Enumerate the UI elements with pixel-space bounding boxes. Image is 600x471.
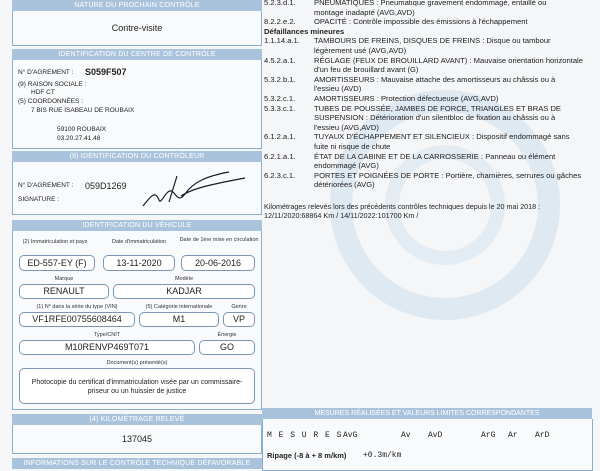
nature-value: Contre-visite bbox=[111, 23, 163, 33]
defect-text: RÉGLAGE (FEUX DE BROUILLARD AVANT) : Mauvaise orientation horizontale bbox=[314, 55, 583, 65]
immat-field: ED-557-EY (F) bbox=[19, 255, 95, 271]
type-label: Type/CNIT bbox=[93, 332, 121, 338]
defect-line bbox=[264, 8, 415, 18]
defect-text: fuite ni risque de chute bbox=[314, 142, 391, 151]
km-history-values: 12/11/2020:68864 Km / 14/11/2022:101700 Km / bbox=[264, 211, 419, 220]
defect-line bbox=[264, 84, 361, 94]
signature-image bbox=[133, 166, 253, 212]
defect-line bbox=[264, 180, 375, 190]
col-avd: AvD bbox=[428, 431, 443, 440]
ripage-value: +0.3m/km bbox=[363, 451, 402, 460]
defect-text: SUSPENSION : Détérioration d'un silentbloc de fixation au châssis ou à bbox=[314, 113, 556, 123]
defect-line bbox=[264, 161, 379, 171]
controleur-box bbox=[12, 162, 262, 215]
phone-number: 03.20.27.41.48 bbox=[57, 135, 101, 142]
defect-code: 5.3.2.b.1. bbox=[264, 74, 296, 84]
km-history-note: Kilométrages relevés lors des précédents contrôles techniques depuis le 20 mai 2018 : bbox=[264, 202, 541, 211]
defect-text: détériorées (AVG) bbox=[314, 180, 375, 190]
nature-box bbox=[12, 11, 262, 46]
defect-line bbox=[264, 36, 551, 46]
raison-sociale-value: HDF CT bbox=[31, 89, 55, 96]
defect-line bbox=[264, 132, 570, 142]
defect-text: Défaillances mineures bbox=[264, 26, 345, 36]
centre-header: IDENTIFICATION DU CENTRE DE CONTRÔLE bbox=[12, 49, 262, 60]
defect-code: 8.2.2.e.2. bbox=[264, 17, 296, 27]
defect-text: d'un feu de brouillard avant (G) bbox=[314, 65, 419, 75]
km-box bbox=[12, 425, 262, 454]
categorie-label: (5) Catégorie internationale bbox=[145, 304, 213, 310]
col-arg: ArG bbox=[481, 431, 496, 440]
defect-code: 5.3.3.c.1. bbox=[264, 103, 296, 113]
defect-text: ÉTAT DE LA CABINE ET DE LA CARROSSERIE : Panneau ou élément bbox=[314, 151, 556, 161]
immat-label: (2) Immatriculation et pays bbox=[22, 239, 88, 245]
defect-text: TUYAUX D'ÉCHAPPEMENT ET SILENCIEUX : Dispositif endommagé sans bbox=[314, 132, 570, 142]
mesures-label: M E S U R E S bbox=[267, 431, 343, 440]
vehicule-box bbox=[12, 231, 262, 410]
marque-label: Marque bbox=[54, 276, 74, 282]
defect-text: OPACITÉ : Contrôle impossible des émissions à l'échappement bbox=[314, 17, 528, 27]
defect-text: PNEUMATIQUES : Pneumatique gravement endommagé, entaillé ou bbox=[314, 0, 547, 7]
defect-text: TAMBOURS DE FREINS, DISQUES DE FREINS : Disque ou tambour bbox=[314, 36, 551, 46]
defect-code: 6.1.2.a.1. bbox=[264, 132, 296, 142]
centre-agrement-label: N° D'AGREMENT : bbox=[18, 69, 74, 76]
coordonnees-label: (5) COORDONNÉES : bbox=[18, 98, 84, 105]
defect-line bbox=[264, 152, 555, 162]
defect-line bbox=[264, 56, 583, 66]
defect-text: l'essieu (AVG,AVD) bbox=[314, 122, 379, 132]
modele-field: KADJAR bbox=[113, 284, 255, 299]
col-ard: ArD bbox=[535, 431, 550, 440]
controleur-header: (9) IDENTIFICATION DU CONTRÔLEUR bbox=[12, 151, 262, 162]
defect-code: 5.3.2.c.1. bbox=[264, 94, 296, 103]
vin-field: VF1RFE00755608464 bbox=[19, 312, 135, 327]
defect-line bbox=[264, 171, 581, 181]
ripage-label: Ripage (-8 à + 8 m/km) bbox=[267, 451, 347, 460]
defect-code: 5.2.3.d.1. bbox=[264, 0, 296, 7]
defect-line bbox=[264, 17, 528, 27]
defect-line bbox=[264, 94, 498, 104]
vehicule-header: IDENTIFICATION DU VÉHICULE bbox=[12, 220, 262, 231]
type-field: M10RENVP469T071 bbox=[19, 340, 195, 355]
marque-field: RENAULT bbox=[19, 284, 109, 299]
defect-code: 1.1.14.a.1. bbox=[264, 36, 300, 46]
defect-text: endommagé (AVG) bbox=[314, 161, 379, 171]
centre-agrement-value: S059F507 bbox=[85, 67, 127, 77]
defect-line bbox=[264, 113, 555, 123]
defect-text: légèrement usé (AVG,AVD) bbox=[314, 46, 407, 55]
defect-text: montage inadapté (AVG,AVD) bbox=[314, 7, 415, 17]
defect-text: l'essieu (AVD) bbox=[314, 84, 362, 94]
genre-label: Genre bbox=[231, 304, 247, 310]
defect-line bbox=[264, 142, 390, 152]
defect-line bbox=[264, 75, 555, 85]
documents-field: Photocopie du certificat d'immatriculation visée par un commissaire-priseur ou un huissier de justice bbox=[19, 368, 255, 404]
defect-text: AMORTISSEURS : Mauvaise attache des amortisseurs au châssis ou à bbox=[314, 74, 556, 84]
col-ar: Ar bbox=[508, 431, 518, 440]
defect-line bbox=[264, 46, 406, 56]
date-immat-label: Date d'immatriculation bbox=[111, 239, 167, 245]
km-header: (4) KILOMÉTRAGE RELEVÉ bbox=[12, 414, 262, 425]
date-immat-field: 13-11-2020 bbox=[103, 255, 175, 271]
signature-label: SIGNATURE : bbox=[18, 196, 60, 203]
defect-text: TUBES DE POUSSÉE, JAMBES DE FORCE, TRIANGLES ET BRAS DE bbox=[314, 103, 561, 113]
right-column bbox=[262, 0, 600, 470]
defect-line bbox=[264, 104, 561, 114]
date-circ-field: 20-06-2016 bbox=[181, 255, 255, 271]
km-value: 137045 bbox=[121, 434, 153, 444]
defect-text: PORTES ET POIGNÉES DE PORTE : Portière, charnières, serrures ou gâches bbox=[314, 170, 582, 180]
defect-text: AMORTISSEURS : Protection défectueuse (AVG,AVD) bbox=[314, 94, 499, 103]
categorie-field: M1 bbox=[139, 312, 219, 327]
modele-label: Modèle bbox=[174, 276, 194, 282]
energie-label: Énergie bbox=[217, 332, 237, 338]
defaillances-subheading bbox=[264, 27, 344, 37]
defect-code: 6.2.1.a.1. bbox=[264, 151, 296, 161]
controleur-agrement-label: N° D'AGREMENT : bbox=[18, 182, 74, 189]
col-avg: AvG bbox=[343, 431, 358, 440]
energie-field: GO bbox=[199, 340, 255, 355]
defect-code: 4.5.2.a.1. bbox=[264, 55, 296, 65]
raison-sociale-label: (9) RAISON SOCIALE : bbox=[18, 81, 87, 88]
address-line-1: 7 BIS RUE ISABEAU DE ROUBAIX bbox=[31, 107, 135, 114]
col-av: Av bbox=[401, 431, 411, 440]
mesures-header: MESURES RÉALISÉES ET VALEURS LIMITES CORRESPONDANTES bbox=[262, 408, 592, 419]
info-header: INFORMATIONS SUR LE CONTRÔLE TECHNIQUE DÉFAVORABLE bbox=[12, 458, 262, 469]
defect-code: 6.2.3.c.1. bbox=[264, 170, 296, 180]
defect-line bbox=[264, 0, 546, 8]
defect-line bbox=[264, 65, 418, 75]
controleur-agrement-value: 059D1269 bbox=[85, 181, 127, 191]
mesures-box bbox=[262, 419, 593, 471]
defect-line bbox=[264, 123, 379, 133]
centre-box bbox=[12, 60, 262, 149]
vin-label: (1) N° dans la série du type (VIN) bbox=[36, 304, 118, 310]
genre-field: VP bbox=[223, 312, 255, 327]
documents-label: Document(s) présenté(s) bbox=[106, 360, 168, 366]
date-circ-label: Date de 1ère mise en circulation bbox=[179, 237, 259, 243]
nature-header: NATURE DU PROCHAIN CONTRÔLE bbox=[12, 0, 262, 11]
address-line-2: 59100 ROUBAIX bbox=[57, 126, 107, 133]
